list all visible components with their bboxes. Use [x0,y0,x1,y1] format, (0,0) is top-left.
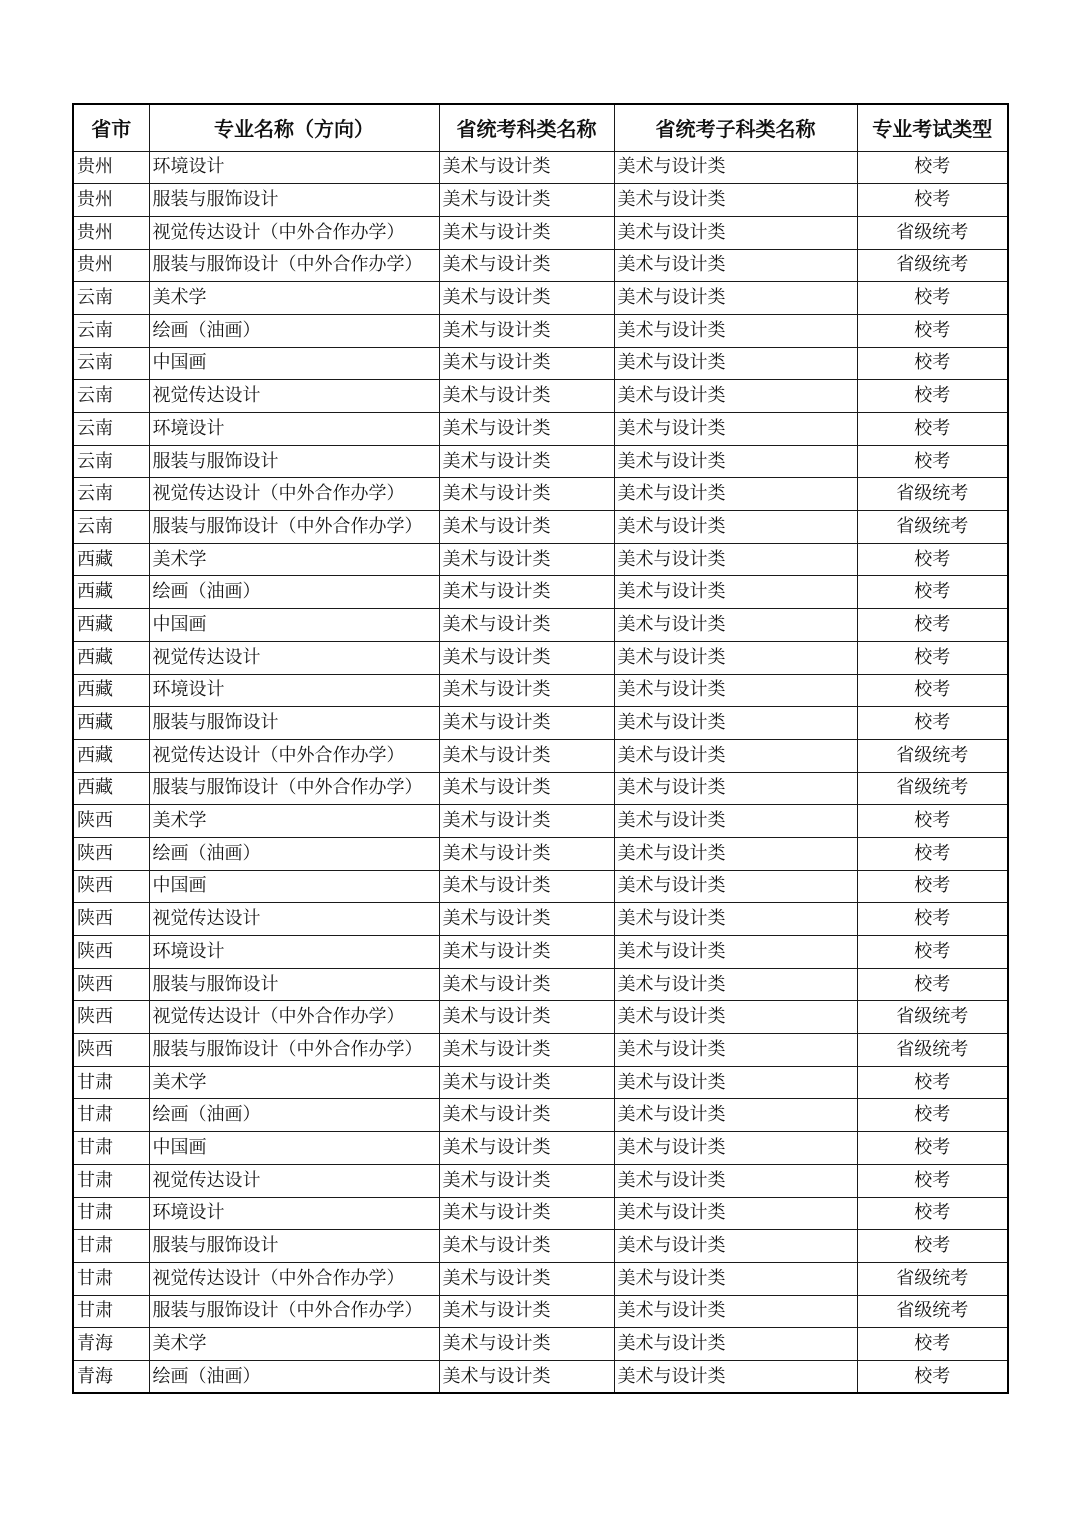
cell-provincial-category: 美术与设计类 [439,380,614,413]
cell-major-name: 视觉传达设计（中外合作办学） [149,1262,439,1295]
cell-province: 甘肃 [73,1132,149,1165]
table-row [73,641,1008,674]
cell-major-name: 环境设计 [149,413,439,446]
cell-provincial-subcategory: 美术与设计类 [614,282,857,315]
cell-exam-type: 校考 [857,445,1008,478]
cell-exam-type: 校考 [857,1230,1008,1263]
cell-provincial-category: 美术与设计类 [439,1066,614,1099]
cell-exam-type: 校考 [857,609,1008,642]
cell-provincial-category: 美术与设计类 [439,1034,614,1067]
table-row [73,1001,1008,1034]
cell-exam-type: 校考 [857,1066,1008,1099]
cell-exam-type: 校考 [857,576,1008,609]
cell-provincial-subcategory: 美术与设计类 [614,1360,857,1393]
cell-province: 陕西 [73,870,149,903]
cell-provincial-subcategory: 美术与设计类 [614,511,857,544]
cell-provincial-category: 美术与设计类 [439,870,614,903]
cell-provincial-subcategory: 美术与设计类 [614,1099,857,1132]
cell-province: 甘肃 [73,1066,149,1099]
cell-provincial-subcategory: 美术与设计类 [614,347,857,380]
cell-provincial-category: 美术与设计类 [439,1001,614,1034]
cell-provincial-subcategory: 美术与设计类 [614,314,857,347]
cell-province: 云南 [73,413,149,446]
cell-provincial-subcategory: 美术与设计类 [614,445,857,478]
cell-exam-type: 校考 [857,674,1008,707]
cell-major-name: 绘画（油画） [149,1360,439,1393]
cell-province: 西藏 [73,674,149,707]
cell-provincial-category: 美术与设计类 [439,478,614,511]
cell-exam-type: 校考 [857,347,1008,380]
table-row [73,380,1008,413]
cell-major-name: 绘画（油画） [149,314,439,347]
cell-exam-type: 校考 [857,707,1008,740]
cell-exam-type: 校考 [857,936,1008,969]
cell-province: 甘肃 [73,1164,149,1197]
table-row [73,282,1008,315]
cell-provincial-subcategory: 美术与设计类 [614,1164,857,1197]
cell-province: 青海 [73,1328,149,1361]
table-row [73,249,1008,282]
cell-exam-type: 校考 [857,184,1008,217]
cell-provincial-category: 美术与设计类 [439,739,614,772]
cell-province: 甘肃 [73,1230,149,1263]
cell-exam-type: 校考 [857,151,1008,184]
table-row [73,216,1008,249]
cell-provincial-category: 美术与设计类 [439,576,614,609]
cell-provincial-subcategory: 美术与设计类 [614,1295,857,1328]
table-row [73,413,1008,446]
cell-major-name: 视觉传达设计（中外合作办学） [149,1001,439,1034]
header-province: 省市 [73,104,149,151]
cell-provincial-category: 美术与设计类 [439,184,614,217]
cell-provincial-subcategory: 美术与设计类 [614,707,857,740]
cell-province: 云南 [73,314,149,347]
header-row [73,104,1008,151]
cell-provincial-subcategory: 美术与设计类 [614,674,857,707]
cell-exam-type: 校考 [857,1197,1008,1230]
cell-provincial-category: 美术与设计类 [439,1197,614,1230]
cell-provincial-subcategory: 美术与设计类 [614,1328,857,1361]
cell-provincial-category: 美术与设计类 [439,1360,614,1393]
cell-provincial-category: 美术与设计类 [439,216,614,249]
cell-exam-type: 校考 [857,903,1008,936]
table-row [73,1132,1008,1165]
cell-province: 云南 [73,445,149,478]
cell-exam-type: 省级统考 [857,478,1008,511]
cell-major-name: 美术学 [149,282,439,315]
cell-major-name: 服装与服饰设计（中外合作办学） [149,511,439,544]
cell-provincial-subcategory: 美术与设计类 [614,936,857,969]
cell-provincial-category: 美术与设计类 [439,903,614,936]
table-row [73,314,1008,347]
cell-provincial-category: 美术与设计类 [439,511,614,544]
cell-province: 云南 [73,380,149,413]
cell-major-name: 视觉传达设计 [149,641,439,674]
table-row [73,1328,1008,1361]
cell-provincial-category: 美术与设计类 [439,674,614,707]
cell-provincial-subcategory: 美术与设计类 [614,413,857,446]
cell-province: 贵州 [73,151,149,184]
cell-major-name: 环境设计 [149,1197,439,1230]
cell-provincial-subcategory: 美术与设计类 [614,1197,857,1230]
cell-province: 云南 [73,282,149,315]
header-provincial-category: 省统考科类名称 [439,104,614,151]
cell-province: 云南 [73,511,149,544]
table-row [73,347,1008,380]
cell-provincial-category: 美术与设计类 [439,314,614,347]
cell-province: 陕西 [73,1001,149,1034]
cell-province: 西藏 [73,609,149,642]
cell-provincial-subcategory: 美术与设计类 [614,151,857,184]
table-row [73,445,1008,478]
cell-province: 西藏 [73,543,149,576]
cell-province: 甘肃 [73,1099,149,1132]
cell-major-name: 服装与服饰设计 [149,184,439,217]
cell-provincial-subcategory: 美术与设计类 [614,837,857,870]
cell-major-name: 中国画 [149,347,439,380]
cell-major-name: 视觉传达设计（中外合作办学） [149,478,439,511]
table-row [73,1230,1008,1263]
cell-exam-type: 校考 [857,1164,1008,1197]
cell-province: 西藏 [73,707,149,740]
cell-exam-type: 省级统考 [857,1034,1008,1067]
cell-major-name: 中国画 [149,870,439,903]
table-row [73,903,1008,936]
cell-exam-type: 省级统考 [857,249,1008,282]
cell-province: 陕西 [73,1034,149,1067]
cell-major-name: 环境设计 [149,151,439,184]
cell-exam-type: 校考 [857,282,1008,315]
cell-major-name: 服装与服饰设计 [149,1230,439,1263]
cell-exam-type: 校考 [857,968,1008,1001]
cell-major-name: 服装与服饰设计（中外合作办学） [149,772,439,805]
cell-province: 陕西 [73,936,149,969]
cell-province: 西藏 [73,576,149,609]
cell-major-name: 美术学 [149,805,439,838]
cell-provincial-subcategory: 美术与设计类 [614,641,857,674]
cell-provincial-category: 美术与设计类 [439,936,614,969]
cell-major-name: 视觉传达设计 [149,380,439,413]
cell-provincial-category: 美术与设计类 [439,282,614,315]
cell-major-name: 视觉传达设计（中外合作办学） [149,216,439,249]
cell-provincial-category: 美术与设计类 [439,772,614,805]
cell-provincial-category: 美术与设计类 [439,1230,614,1263]
cell-provincial-subcategory: 美术与设计类 [614,1066,857,1099]
cell-provincial-subcategory: 美术与设计类 [614,380,857,413]
header-major-name: 专业名称（方向） [149,104,439,151]
cell-exam-type: 校考 [857,1328,1008,1361]
cell-provincial-subcategory: 美术与设计类 [614,1001,857,1034]
cell-provincial-category: 美术与设计类 [439,1262,614,1295]
cell-exam-type: 省级统考 [857,216,1008,249]
cell-exam-type: 校考 [857,641,1008,674]
cell-major-name: 视觉传达设计 [149,1164,439,1197]
cell-provincial-subcategory: 美术与设计类 [614,576,857,609]
cell-major-name: 视觉传达设计（中外合作办学） [149,739,439,772]
cell-provincial-subcategory: 美术与设计类 [614,805,857,838]
cell-provincial-category: 美术与设计类 [439,707,614,740]
cell-exam-type: 校考 [857,870,1008,903]
cell-provincial-category: 美术与设计类 [439,543,614,576]
table-row [73,1066,1008,1099]
cell-province: 西藏 [73,739,149,772]
table-row [73,739,1008,772]
cell-provincial-subcategory: 美术与设计类 [614,543,857,576]
cell-province: 西藏 [73,772,149,805]
cell-province: 西藏 [73,641,149,674]
cell-major-name: 美术学 [149,1328,439,1361]
table-row [73,772,1008,805]
table-row [73,543,1008,576]
cell-major-name: 绘画（油画） [149,837,439,870]
cell-major-name: 美术学 [149,1066,439,1099]
cell-provincial-category: 美术与设计类 [439,1328,614,1361]
table-row [73,151,1008,184]
major-exam-table [72,103,1009,1394]
cell-major-name: 环境设计 [149,936,439,969]
cell-provincial-category: 美术与设计类 [439,1164,614,1197]
cell-province: 云南 [73,478,149,511]
table-row [73,870,1008,903]
table-row [73,1034,1008,1067]
cell-major-name: 服装与服饰设计 [149,707,439,740]
cell-major-name: 美术学 [149,543,439,576]
cell-province: 贵州 [73,249,149,282]
cell-exam-type: 校考 [857,1360,1008,1393]
header-exam-type: 专业考试类型 [857,104,1008,151]
table-row [73,576,1008,609]
cell-exam-type: 校考 [857,805,1008,838]
cell-provincial-subcategory: 美术与设计类 [614,1034,857,1067]
cell-provincial-category: 美术与设计类 [439,151,614,184]
table-row [73,1360,1008,1393]
table-row [73,707,1008,740]
cell-province: 甘肃 [73,1197,149,1230]
cell-provincial-subcategory: 美术与设计类 [614,739,857,772]
cell-exam-type: 校考 [857,543,1008,576]
cell-provincial-subcategory: 美术与设计类 [614,1230,857,1263]
cell-provincial-category: 美术与设计类 [439,968,614,1001]
cell-provincial-subcategory: 美术与设计类 [614,968,857,1001]
cell-provincial-category: 美术与设计类 [439,1295,614,1328]
table-row [73,674,1008,707]
cell-major-name: 绘画（油画） [149,1099,439,1132]
cell-major-name: 服装与服饰设计（中外合作办学） [149,1034,439,1067]
cell-provincial-category: 美术与设计类 [439,1132,614,1165]
cell-major-name: 视觉传达设计 [149,903,439,936]
cell-major-name: 中国画 [149,1132,439,1165]
cell-provincial-category: 美术与设计类 [439,805,614,838]
cell-province: 贵州 [73,216,149,249]
cell-province: 陕西 [73,968,149,1001]
cell-exam-type: 省级统考 [857,739,1008,772]
cell-provincial-subcategory: 美术与设计类 [614,216,857,249]
cell-exam-type: 校考 [857,413,1008,446]
cell-exam-type: 校考 [857,837,1008,870]
cell-exam-type: 校考 [857,1132,1008,1165]
cell-provincial-subcategory: 美术与设计类 [614,903,857,936]
cell-major-name: 环境设计 [149,674,439,707]
cell-provincial-category: 美术与设计类 [439,347,614,380]
cell-province: 甘肃 [73,1262,149,1295]
table-row [73,1099,1008,1132]
cell-provincial-subcategory: 美术与设计类 [614,249,857,282]
table-row [73,184,1008,217]
cell-exam-type: 校考 [857,314,1008,347]
cell-major-name: 服装与服饰设计 [149,968,439,1001]
cell-provincial-category: 美术与设计类 [439,1099,614,1132]
document-page [72,103,1007,1394]
cell-provincial-category: 美术与设计类 [439,249,614,282]
cell-provincial-subcategory: 美术与设计类 [614,870,857,903]
table-header [73,104,1008,151]
cell-major-name: 服装与服饰设计 [149,445,439,478]
cell-province: 甘肃 [73,1295,149,1328]
table-row [73,1164,1008,1197]
header-provincial-subcategory: 省统考子科类名称 [614,104,857,151]
cell-exam-type: 省级统考 [857,1295,1008,1328]
cell-provincial-subcategory: 美术与设计类 [614,478,857,511]
cell-province: 陕西 [73,903,149,936]
table-row [73,1295,1008,1328]
cell-exam-type: 省级统考 [857,1262,1008,1295]
table-row [73,511,1008,544]
cell-province: 陕西 [73,805,149,838]
cell-province: 陕西 [73,837,149,870]
cell-provincial-category: 美术与设计类 [439,641,614,674]
cell-exam-type: 省级统考 [857,1001,1008,1034]
table-row [73,936,1008,969]
cell-major-name: 中国画 [149,609,439,642]
cell-provincial-subcategory: 美术与设计类 [614,1132,857,1165]
cell-exam-type: 省级统考 [857,772,1008,805]
table-row [73,478,1008,511]
cell-provincial-category: 美术与设计类 [439,609,614,642]
cell-major-name: 服装与服饰设计（中外合作办学） [149,1295,439,1328]
cell-major-name: 绘画（油画） [149,576,439,609]
table-row [73,609,1008,642]
table-row [73,805,1008,838]
cell-provincial-subcategory: 美术与设计类 [614,184,857,217]
cell-provincial-subcategory: 美术与设计类 [614,1262,857,1295]
cell-province: 青海 [73,1360,149,1393]
cell-province: 贵州 [73,184,149,217]
table-row [73,1197,1008,1230]
table-row [73,968,1008,1001]
table-row [73,837,1008,870]
cell-major-name: 服装与服饰设计（中外合作办学） [149,249,439,282]
cell-provincial-category: 美术与设计类 [439,413,614,446]
cell-exam-type: 校考 [857,1099,1008,1132]
table-row [73,1262,1008,1295]
cell-provincial-subcategory: 美术与设计类 [614,609,857,642]
cell-exam-type: 省级统考 [857,511,1008,544]
cell-exam-type: 校考 [857,380,1008,413]
cell-provincial-category: 美术与设计类 [439,445,614,478]
cell-province: 云南 [73,347,149,380]
table-body [73,151,1008,1393]
cell-provincial-subcategory: 美术与设计类 [614,772,857,805]
cell-provincial-category: 美术与设计类 [439,837,614,870]
